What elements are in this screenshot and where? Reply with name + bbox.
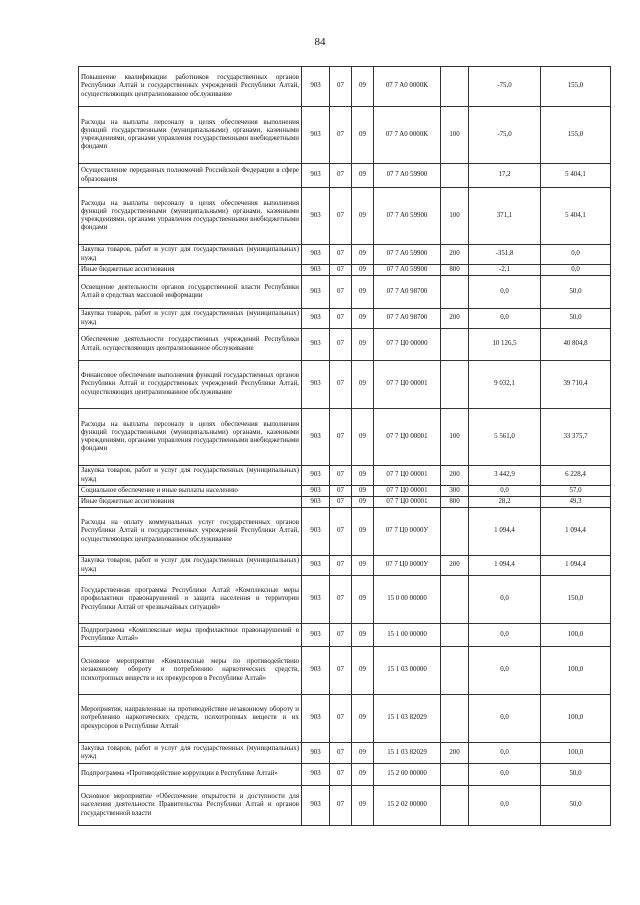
row-subsection-cell: 09 [352,276,374,309]
row-value2-cell: 155,0 [541,67,611,107]
row-code-cell: 903 [302,107,330,164]
row-article-cell: 15 2 02 00000 [374,786,441,826]
row-subsection-cell: 09 [352,786,374,826]
row-expense-type-cell: 800 [441,497,469,508]
row-value1-cell: 0,0 [469,624,541,647]
row-name-cell: Закупка товаров, работ и услуг для государственных (муниципальных) нужд [79,309,302,329]
row-section-cell: 07 [330,309,352,329]
row-section-cell: 07 [330,624,352,647]
row-expense-type-cell [441,576,469,624]
budget-table [78,66,611,826]
table-row [79,409,611,466]
row-article-cell: 15 1 03 82029 [374,695,441,743]
row-code-cell: 903 [302,164,330,188]
row-subsection-cell: 09 [352,576,374,624]
row-article-cell: 07 7 Ц0 00001 [374,486,441,497]
row-name-cell: Осуществление переданных полномочий Российской Федерации в сфере образования [79,164,302,188]
row-value2-cell: 5 404,1 [541,164,611,188]
row-value2-cell: 57,0 [541,486,611,497]
row-subsection-cell: 09 [352,107,374,164]
row-article-cell: 15 2 00 00000 [374,764,441,786]
row-code-cell: 903 [302,508,330,556]
row-subsection-cell: 09 [352,486,374,497]
row-code-cell: 903 [302,409,330,466]
row-code-cell: 903 [302,576,330,624]
row-value1-cell: 371,1 [469,188,541,245]
row-value1-cell: 1 094,4 [469,556,541,576]
row-value2-cell: 5 404,1 [541,188,611,245]
row-article-cell: 15 1 03 82029 [374,743,441,764]
row-expense-type-cell [441,786,469,826]
row-section-cell: 07 [330,67,352,107]
row-value2-cell: 50,0 [541,764,611,786]
table-row [79,276,611,309]
row-article-cell: 07 7 A0 59900 [374,265,441,276]
row-section-cell: 07 [330,743,352,764]
row-section-cell: 07 [330,245,352,265]
row-article-cell: 07 7 A0 59900 [374,164,441,188]
row-value2-cell: 39 710,4 [541,361,611,409]
row-article-cell: 07 7 A0 98700 [374,309,441,329]
row-name-cell: Расходы на выплаты персоналу в целях обеспечения выполнения функций государственными (муниципальными) органами, казенными учреждениями, органами управления государственными внебюджетными фондами [79,188,302,245]
row-name-cell: Расходы на выплаты персоналу в целях обеспечения выполнения функций государственными (муниципальными) органами, казенными учреждениями, органами управления государственными внебюджетными фондами [79,409,302,466]
row-value2-cell: 100,0 [541,743,611,764]
row-subsection-cell: 09 [352,743,374,764]
row-section-cell: 07 [330,576,352,624]
row-value2-cell: 40 804,8 [541,329,611,361]
row-section-cell: 07 [330,556,352,576]
row-value2-cell: 50,0 [541,786,611,826]
row-expense-type-cell [441,695,469,743]
row-code-cell: 903 [302,265,330,276]
row-expense-type-cell: 800 [441,265,469,276]
row-name-cell: Обеспечение деятельности государственных учреждений Республики Алтай, осуществляющих централизованное обслуживание [79,329,302,361]
row-code-cell: 903 [302,556,330,576]
row-expense-type-cell: 200 [441,743,469,764]
table-row [79,188,611,245]
row-code-cell: 903 [302,329,330,361]
row-code-cell: 903 [302,188,330,245]
table-row [79,309,611,329]
row-subsection-cell: 09 [352,188,374,245]
row-expense-type-cell: 100 [441,188,469,245]
row-name-cell: Основное мероприятие «Комплексные меры по противодействию незаконному обороту и потреблению наркотических средств, психотропных веществ и их прекурсоров в Республике Алтай» [79,647,302,695]
page-number: 84 [314,36,326,48]
row-name-cell: Иные бюджетные ассигнования [79,497,302,508]
row-subsection-cell: 09 [352,695,374,743]
budget-table-body [79,67,611,826]
row-code-cell: 903 [302,361,330,409]
table-row [79,486,611,497]
row-value2-cell: 50,0 [541,309,611,329]
row-value1-cell: 9 032,1 [469,361,541,409]
table-row [79,164,611,188]
row-value2-cell: 100,0 [541,695,611,743]
row-article-cell: 07 7 Ц0 00001 [374,497,441,508]
row-subsection-cell: 09 [352,409,374,466]
row-value1-cell: 1 094,4 [469,508,541,556]
table-row [79,107,611,164]
row-article-cell: 15 1 03 00000 [374,647,441,695]
row-value1-cell: 0,0 [469,576,541,624]
row-expense-type-cell [441,764,469,786]
row-expense-type-cell [441,67,469,107]
row-code-cell: 903 [302,647,330,695]
row-code-cell: 903 [302,743,330,764]
row-expense-type-cell [441,508,469,556]
row-name-cell: Подпрограмма «Противодействие коррупции в Республике Алтай» [79,764,302,786]
row-expense-type-cell: 200 [441,309,469,329]
row-value1-cell: 3 442,9 [469,466,541,486]
table-row [79,764,611,786]
row-value2-cell: 100,0 [541,647,611,695]
row-expense-type-cell [441,361,469,409]
row-value2-cell: 1 094,4 [541,508,611,556]
row-code-cell: 903 [302,786,330,826]
row-article-cell: 07 7 A0 0000K [374,107,441,164]
row-section-cell: 07 [330,329,352,361]
row-name-cell: Повышение квалификации работников государственных органов Республики Алтай и государственных учреждений Республики Алтай, осуществляющих централизованное обслуживание [79,67,302,107]
row-subsection-cell: 09 [352,309,374,329]
row-article-cell: 07 7 A0 59900 [374,245,441,265]
row-expense-type-cell [441,164,469,188]
row-section-cell: 07 [330,695,352,743]
row-value2-cell: 150,0 [541,576,611,624]
row-article-cell: 15 1 00 00000 [374,624,441,647]
row-expense-type-cell: 200 [441,245,469,265]
row-article-cell: 07 7 Ц0 00001 [374,361,441,409]
row-name-cell: Закупка товаров, работ и услуг для государственных (муниципальных) нужд [79,743,302,764]
row-article-cell: 07 7 Ц0 00000 [374,329,441,361]
row-name-cell: Подпрограмма «Комплексные меры профилактики правонарушений в Республике Алтай» [79,624,302,647]
row-code-cell: 903 [302,67,330,107]
row-section-cell: 07 [330,107,352,164]
row-subsection-cell: 09 [352,497,374,508]
row-code-cell: 903 [302,276,330,309]
row-subsection-cell: 09 [352,164,374,188]
row-name-cell: Освещение деятельности органов государственной власти Республики Алтай в средствах массовой информации [79,276,302,309]
row-value1-cell: 0,0 [469,786,541,826]
row-expense-type-cell [441,329,469,361]
row-article-cell: 07 7 Ц0 0000У [374,556,441,576]
row-value2-cell: 100,0 [541,624,611,647]
row-section-cell: 07 [330,361,352,409]
row-code-cell: 903 [302,624,330,647]
row-subsection-cell: 09 [352,245,374,265]
row-value2-cell: 33 375,7 [541,409,611,466]
row-section-cell: 07 [330,276,352,309]
row-subsection-cell: 09 [352,361,374,409]
row-expense-type-cell: 100 [441,409,469,466]
row-expense-type-cell: 200 [441,556,469,576]
table-row [79,743,611,764]
row-value1-cell: 0,0 [469,743,541,764]
row-article-cell: 07 7 Ц0 0000У [374,508,441,556]
row-section-cell: 07 [330,265,352,276]
row-value1-cell: 0,0 [469,276,541,309]
table-row [79,576,611,624]
row-subsection-cell: 09 [352,466,374,486]
row-subsection-cell: 09 [352,265,374,276]
row-name-cell: Иные бюджетные ассигнования [79,265,302,276]
row-expense-type-cell [441,276,469,309]
row-subsection-cell: 09 [352,556,374,576]
row-expense-type-cell: 200 [441,466,469,486]
row-value1-cell: -351,8 [469,245,541,265]
row-value2-cell: 0,0 [541,265,611,276]
row-value1-cell: -75,0 [469,67,541,107]
row-expense-type-cell [441,624,469,647]
row-value1-cell: 0,0 [469,309,541,329]
row-value2-cell: 1 094,4 [541,556,611,576]
row-expense-type-cell [441,647,469,695]
row-name-cell: Закупка товаров, работ и услуг для государственных (муниципальных) нужд [79,556,302,576]
row-expense-type-cell: 300 [441,486,469,497]
row-name-cell: Расходы на оплату коммунальных услуг государственных органов Республики Алтай и государственных учреждений Республики Алтай, осуществляющих централизованное обслуживание [79,508,302,556]
row-section-cell: 07 [330,486,352,497]
row-section-cell: 07 [330,466,352,486]
table-row [79,508,611,556]
row-code-cell: 903 [302,309,330,329]
row-article-cell: 15 0 00 00000 [374,576,441,624]
row-subsection-cell: 09 [352,67,374,107]
row-subsection-cell: 09 [352,624,374,647]
row-name-cell: Закупка товаров, работ и услуг для государственных (муниципальных) нужд [79,466,302,486]
row-section-cell: 07 [330,497,352,508]
row-article-cell: 07 7 Ц0 00001 [374,409,441,466]
table-row [79,245,611,265]
row-article-cell: 07 7 Ц0 00001 [374,466,441,486]
row-value1-cell: 0,0 [469,647,541,695]
table-row [79,556,611,576]
row-value1-cell: 0,0 [469,695,541,743]
row-code-cell: 903 [302,695,330,743]
row-code-cell: 903 [302,497,330,508]
table-row [79,361,611,409]
row-section-cell: 07 [330,409,352,466]
row-expense-type-cell: 100 [441,107,469,164]
row-value1-cell: -75,0 [469,107,541,164]
row-value2-cell: 49,3 [541,497,611,508]
table-row [79,695,611,743]
row-value1-cell: 28,2 [469,497,541,508]
table-row [79,786,611,826]
row-value2-cell: 50,0 [541,276,611,309]
row-section-cell: 07 [330,647,352,695]
row-value1-cell: 5 561,0 [469,409,541,466]
row-value1-cell: 0,0 [469,486,541,497]
row-name-cell: Закупка товаров, работ и услуг для государственных (муниципальных) нужд [79,245,302,265]
row-code-cell: 903 [302,764,330,786]
row-value2-cell: 6 228,4 [541,466,611,486]
row-article-cell: 07 7 A0 59900 [374,188,441,245]
row-code-cell: 903 [302,486,330,497]
table-row [79,497,611,508]
row-code-cell: 903 [302,245,330,265]
row-value1-cell: 10 126,5 [469,329,541,361]
row-name-cell: Государственная программа Республики Алтай «Комплексные меры профилактики правонарушений и защита населения и территории Республики Алтай от чрезвычайных ситуаций» [79,576,302,624]
row-name-cell: Финансовое обеспечение выполнения функций государственных органов Республики Алтай и государственных учреждений Республики Алтай, осуществляющих централизованное обслуживание [79,361,302,409]
row-subsection-cell: 09 [352,329,374,361]
row-value2-cell: 0,0 [541,245,611,265]
row-section-cell: 07 [330,188,352,245]
row-value1-cell: 0,0 [469,764,541,786]
row-section-cell: 07 [330,764,352,786]
row-value1-cell: -2,1 [469,265,541,276]
row-article-cell: 07 7 A0 0000K [374,67,441,107]
row-name-cell: Социальное обеспечение и иные выплаты населению [79,486,302,497]
table-row [79,265,611,276]
row-subsection-cell: 09 [352,508,374,556]
row-article-cell: 07 7 A0 98700 [374,276,441,309]
row-name-cell: Расходы на выплаты персоналу в целях обеспечения выполнения функций государственными (муниципальными) органами, казенными учреждениями, органами управления государственными внебюджетными фондами [79,107,302,164]
row-section-cell: 07 [330,508,352,556]
row-name-cell: Мероприятия, направленные на противодействие незаконному обороту и потреблению наркотических средств, психотропных веществ и их прекурсоров в Республике Алтай [79,695,302,743]
row-subsection-cell: 09 [352,647,374,695]
row-section-cell: 07 [330,786,352,826]
row-value2-cell: 155,0 [541,107,611,164]
row-code-cell: 903 [302,466,330,486]
table-row [79,329,611,361]
row-subsection-cell: 09 [352,764,374,786]
table-row [79,624,611,647]
table-row [79,466,611,486]
row-section-cell: 07 [330,164,352,188]
table-row [79,647,611,695]
row-value1-cell: 17,2 [469,164,541,188]
row-name-cell: Основное мероприятие «Обеспечение открытости и доступности для населения деятельности Правительства Республики Алтай и органов государственной власти [79,786,302,826]
table-row [79,67,611,107]
